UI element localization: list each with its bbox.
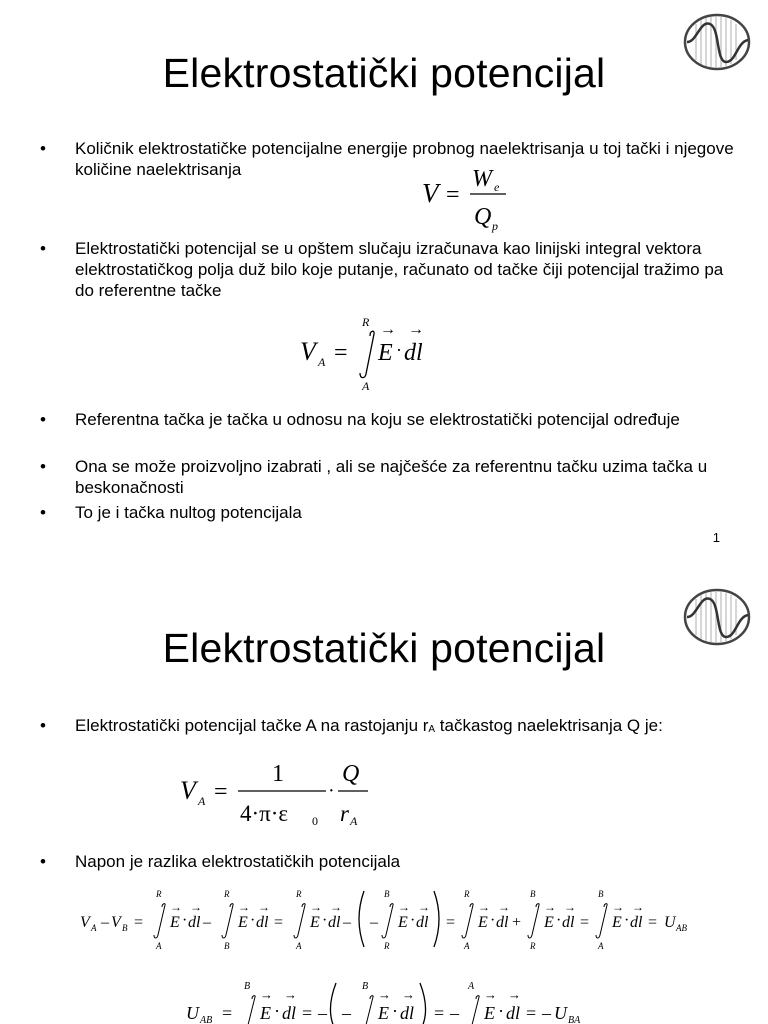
svg-text:dl: dl (256, 914, 269, 931)
svg-text:–: – (318, 1003, 327, 1023)
svg-text:Q: Q (474, 204, 492, 230)
svg-text:W: W (472, 166, 492, 192)
svg-text:A: A (464, 941, 470, 951)
svg-text:→: → (258, 900, 270, 914)
bullet-item: • Elektrostatički potencijal se u opštem slučaju izračunava kao linijski integral vektora elektrostatičkog polja duž bilo koje putanje, računato od tačke čiji potencijal tražimo pa do referentne tačke (40, 239, 724, 300)
formula-potential-definition (420, 162, 510, 236)
svg-text:Q: Q (342, 761, 360, 787)
svg-text:E: E (612, 914, 622, 931)
svg-text:→: → (632, 900, 644, 914)
svg-text:→: → (478, 900, 490, 914)
svg-text:V: V (180, 776, 196, 805)
svg-text:E: E (378, 1003, 389, 1023)
svg-text:E: E (378, 340, 393, 366)
svg-text:U: U (664, 914, 676, 931)
svg-text:dl: dl (416, 914, 429, 931)
svg-text:→: → (484, 987, 497, 1002)
svg-text:1: 1 (272, 761, 284, 787)
svg-text:=: = (580, 914, 590, 931)
svg-text:B: B (224, 941, 230, 951)
svg-text:→: → (612, 900, 624, 914)
svg-text:R: R (384, 941, 390, 951)
svg-text:=: = (134, 914, 144, 931)
svg-text:B: B (362, 981, 369, 992)
svg-text:–: – (203, 914, 211, 931)
svg-text:E: E (398, 914, 408, 931)
svg-text:=: = (526, 1003, 537, 1023)
svg-text:B: B (244, 981, 251, 992)
svg-text:–: – (542, 1003, 551, 1023)
svg-text:·: · (490, 912, 496, 929)
svg-text:E: E (170, 914, 180, 931)
svg-text:=: = (434, 1003, 445, 1023)
svg-text:4·π·ε: 4·π·ε (240, 801, 289, 826)
svg-text:→: → (418, 900, 430, 914)
svg-text:·: · (328, 780, 335, 802)
svg-text:r: r (340, 801, 349, 826)
formula-point-charge-potential (178, 757, 378, 833)
svg-text:dl: dl (562, 914, 575, 931)
svg-text:E: E (544, 914, 554, 931)
svg-text:·: · (498, 1001, 504, 1021)
svg-text:A: A (318, 355, 326, 369)
slide-2 (0, 575, 768, 1024)
logo-icon (682, 587, 752, 647)
svg-text:V: V (422, 178, 439, 208)
svg-text:E: E (310, 914, 320, 931)
svg-text:B: B (384, 889, 390, 899)
svg-text:A: A (198, 794, 206, 808)
svg-text:·: · (322, 912, 328, 929)
bullet-dot: • (40, 410, 46, 429)
bullet-item: • To je i tačka nultog potencijala (40, 503, 302, 522)
svg-text:→: → (170, 900, 182, 914)
svg-text:dl: dl (506, 1003, 521, 1023)
svg-text:=: = (334, 340, 348, 366)
svg-text:–: – (370, 914, 378, 931)
svg-text:dl: dl (328, 914, 341, 931)
svg-text:R: R (362, 315, 370, 329)
formula-voltage-difference (78, 885, 708, 957)
svg-text:dl: dl (404, 340, 423, 366)
svg-text:→: → (508, 987, 521, 1002)
svg-text:V: V (111, 914, 121, 931)
svg-text:R: R (156, 889, 162, 899)
svg-text:·: · (392, 1001, 398, 1021)
svg-text:B: B (530, 889, 536, 899)
svg-text:dl: dl (496, 914, 509, 931)
svg-text:–: – (101, 914, 109, 931)
svg-text:·: · (556, 912, 562, 929)
svg-text:A: A (350, 814, 358, 828)
svg-text:AB: AB (676, 923, 687, 933)
svg-text:dl: dl (630, 914, 643, 931)
svg-text:A: A (156, 941, 162, 951)
bullet-dot: • (40, 457, 46, 476)
bullet-dot: • (40, 852, 46, 871)
bullet-dot: • (40, 716, 46, 735)
svg-text:=: = (222, 1003, 233, 1023)
svg-text:=: = (214, 779, 228, 805)
svg-text:→: → (544, 900, 556, 914)
slide-title: Elektrostatički potencijal (162, 625, 606, 671)
svg-text:→: → (498, 900, 510, 914)
svg-text:E: E (260, 1003, 271, 1023)
svg-text:R: R (464, 889, 470, 899)
svg-text:A: A (598, 941, 604, 951)
svg-text:A: A (91, 923, 97, 933)
formula-potential-integral (298, 312, 448, 397)
svg-text:·: · (274, 1001, 280, 1021)
svg-text:=: = (274, 914, 284, 931)
svg-text:B: B (122, 923, 128, 933)
svg-text:R: R (224, 889, 230, 899)
svg-text:→: → (260, 987, 273, 1002)
svg-text:–: – (450, 1003, 459, 1023)
svg-text:–: – (342, 1003, 351, 1023)
svg-text:A: A (468, 981, 475, 992)
bullet-item: • Količnik elektrostatičke potencijalne energije probnog naelektrisanja u toj tački i njegove količine naelektrisanja (40, 139, 734, 179)
svg-text:R: R (530, 941, 536, 951)
svg-text:=: = (648, 914, 658, 931)
svg-text:B: B (598, 889, 604, 899)
svg-text:U: U (186, 1003, 199, 1023)
svg-text:V: V (300, 337, 316, 366)
svg-text:→: → (310, 900, 322, 914)
bullet-item: • Napon je razlika elektrostatičkih potencijala (40, 852, 401, 871)
svg-text:·: · (624, 912, 630, 929)
svg-text:→: → (284, 987, 297, 1002)
svg-text:→: → (378, 987, 391, 1002)
svg-text:BA: BA (568, 1015, 581, 1024)
svg-text:E: E (238, 914, 248, 931)
svg-text:e: e (494, 180, 500, 194)
svg-text:=: = (446, 914, 456, 931)
svg-text:dl: dl (188, 914, 201, 931)
svg-text:=: = (302, 1003, 313, 1023)
bullet-dot: • (40, 239, 46, 258)
logo-icon (682, 12, 752, 72)
svg-text:A: A (296, 941, 302, 951)
svg-text:dl: dl (400, 1003, 415, 1023)
bullet-dot: • (40, 503, 46, 522)
page-number: 1 (712, 530, 720, 545)
svg-text:·: · (410, 912, 416, 929)
svg-text:dl: dl (282, 1003, 297, 1023)
svg-text:R: R (296, 889, 302, 899)
svg-text:→: → (238, 900, 250, 914)
svg-text:+: + (512, 914, 522, 931)
svg-text:E: E (478, 914, 488, 931)
svg-text:V: V (80, 914, 90, 931)
svg-text:E: E (484, 1003, 495, 1023)
bullet-item: • Elektrostatički potencijal tačke A na rastojanju rA tačkastog naelektrisanja Q je: (40, 716, 663, 735)
svg-text:A: A (362, 379, 370, 393)
svg-text:p: p (492, 219, 498, 233)
svg-text:→: → (398, 900, 410, 914)
svg-text:·: · (182, 912, 188, 929)
formula-voltage-reverse (184, 975, 604, 1024)
svg-text:→: → (564, 900, 576, 914)
svg-text:→: → (408, 321, 424, 338)
svg-text:–: – (343, 914, 351, 931)
svg-text:→: → (380, 321, 396, 338)
bullet-dot: • (40, 139, 46, 158)
slide-title: Elektrostatički potencijal (162, 50, 606, 96)
svg-text:·: · (396, 340, 402, 360)
svg-text:→: → (330, 900, 342, 914)
bullet-item: • Referentna tačka je tačka u odnosu na koju se elektrostatički potencijal određuje (40, 410, 680, 429)
svg-text:U: U (554, 1003, 567, 1023)
svg-text:0: 0 (312, 814, 318, 828)
svg-text:→: → (402, 987, 415, 1002)
svg-text:→: → (190, 900, 202, 914)
bullet-item: • Ona se može proizvoljno izabrati , ali se najčešće za referentnu tačku uzima tačka u beskonačnosti (40, 457, 708, 497)
svg-text:AB: AB (200, 1015, 213, 1024)
svg-text:=: = (446, 182, 460, 208)
svg-text:·: · (250, 912, 256, 929)
